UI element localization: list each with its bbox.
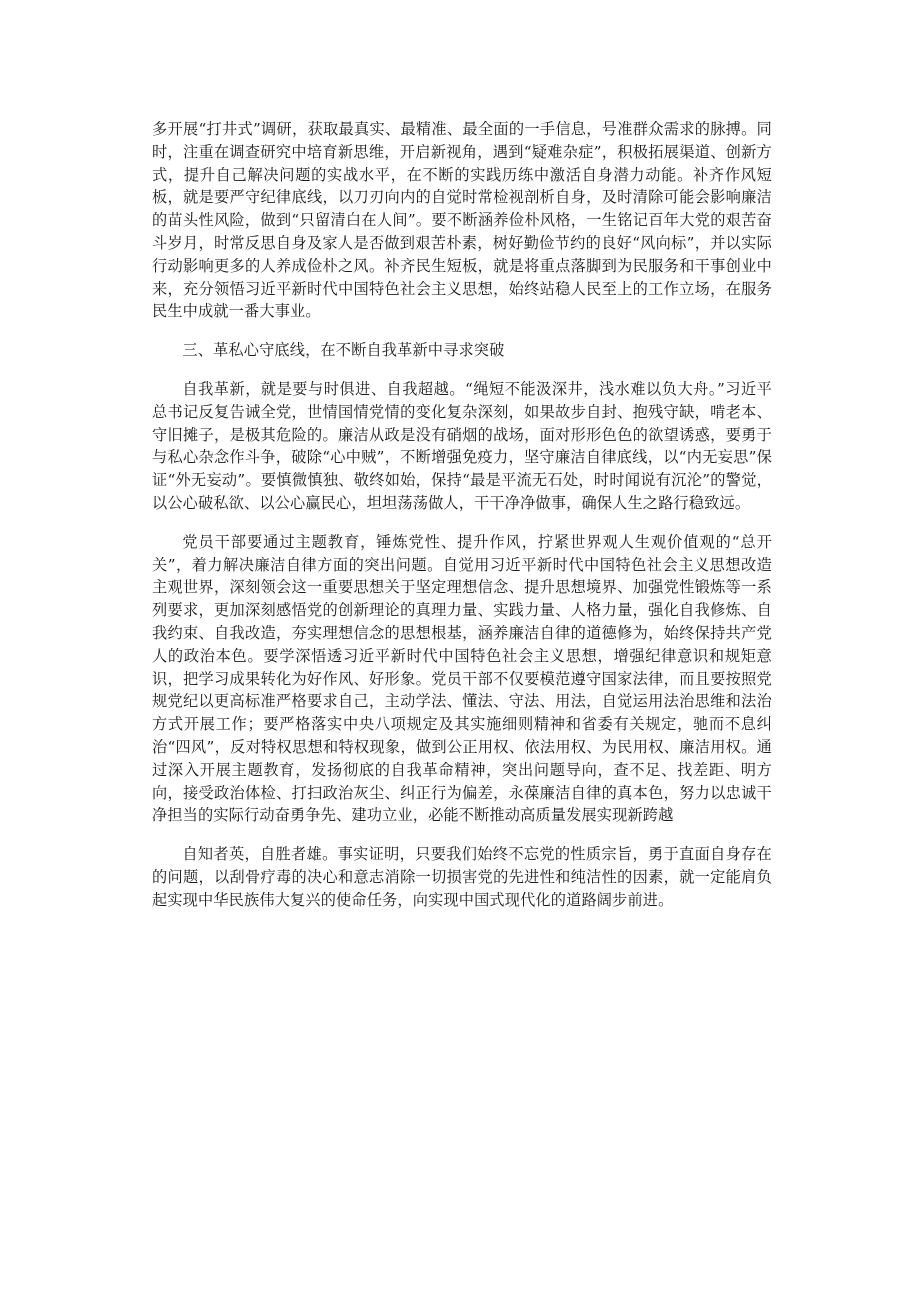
paragraph-self-revolution: 自我革新，就是要与时俱进、自我超越。“绳短不能汲深井，浅水难以负大舟。”习近平总书记反复告诫全党，世情国情党情的变化复杂深刻，如果故步自封、抱残守缺，啃老本、守旧摊子，是极其危险的。廉洁从政是没有硝烟的战场，面对形形色色的欲望诱惑，要勇于与私心杂念作斗争，破除“心中贼”，不断增强免疫力，坚守廉洁自律底线，以“内无妄思”保证“外无妄动”。要慎微慎独、敬终如始，保持“最是平流无石处，时时闻说有沉沦”的警觉，以公心破私欲、以公心赢民心，坦坦荡荡做人，干干净净做事，确保人生之路行稳致远。 <box>152 379 772 512</box>
paragraph-party-members: 党员干部要通过主题教育，锤炼党性、提升作风，拧紧世界观人生观价值观的“总开关”，着力解决廉洁自律方面的突出问题。自觉用习近平新时代中国特色社会主义思想改造主观世界，深刻领会这一重要思想关于坚定理想信念、提升思想境界、加强党性锻炼等一系列要求，更加深刻感悟党的创新理论的真理力量、实践力量、人格力量，强化自我修炼、自我约束、自我改造，夯实理想信念的思想根基，涵养廉洁自律的道德修为，始终保持共产党人的政治本色。要学深悟透习近平新时代中国特色社会主义思想，增强纪律意识和规矩意识，把学习成果转化为好作风、好形象。党员干部不仅要模范遵守国家法律，而且要按照党规党纪以更高标准严格要求自己，主动学法、懂法、守法、用法，自觉运用法治思维和法治方式开展工作；要严格落实中央八项规定及其实施细则精神和省委有关规定，驰而不息纠治“四风”，反对特权思想和特权现象，做到公正用权、依法用权、为民用权、廉洁用权。通过深入开展主题教育，发扬彻底的自我革命精神，突出问题导向，查不足、找差距、明方向，接受政治体检、打扫政治灰尘、纠正行为偏差，永葆廉洁自律的真本色，努力以忠诚干净担当的实际行动奋勇争先、建功立业，必能不断推动高质量发展实现新跨越 <box>152 532 772 825</box>
paragraph-conclusion: 自知者英，自胜者雄。事实证明，只要我们始终不忘党的性质宗旨，勇于直面自身存在的问题，以刮骨疗毒的决心和意志消除一切损害党的先进性和纯洁性的因素，就一定能肩负起实现中华民族伟大复兴的使命任务，向实现中国式现代化的道路阔步前进。 <box>152 845 772 909</box>
section-heading-3: 三、革私心守底线，在不断自我革新中寻求突破 <box>182 341 505 360</box>
document-page <box>152 118 772 928</box>
paragraph-continued: 多开展“打井式”调研，获取最真实、最精准、最全面的一手信息，号准群众需求的脉搏。同时，注重在调查研究中培育新思维，开启新视角，遇到“疑难杂症”，积极拓展渠道、创新方式，提升自己解决问题的实战水平，在不断的实践历练中激活自身潜力动能。补齐作风短板，就是要严守纪律底线，以刀刃向内的自觉时常检视剖析自身，及时清除可能会影响廉洁的苗头性风险，做到“只留清白在人间”。要不断涵养俭朴风格，一生铭记百年大党的艰苦奋斗岁月，时常反思自身及家人是否做到艰苦朴素，树好勤俭节约的良好“风向标”，并以实际行动影响更多的人养成俭朴之风。补齐民生短板，就是将重点落脚到为民服务和干事创业中来，充分领悟习近平新时代中国特色社会主义思想，始终站稳人民至上的工作立场，在服务民生中成就一番大事业。 <box>152 120 772 321</box>
